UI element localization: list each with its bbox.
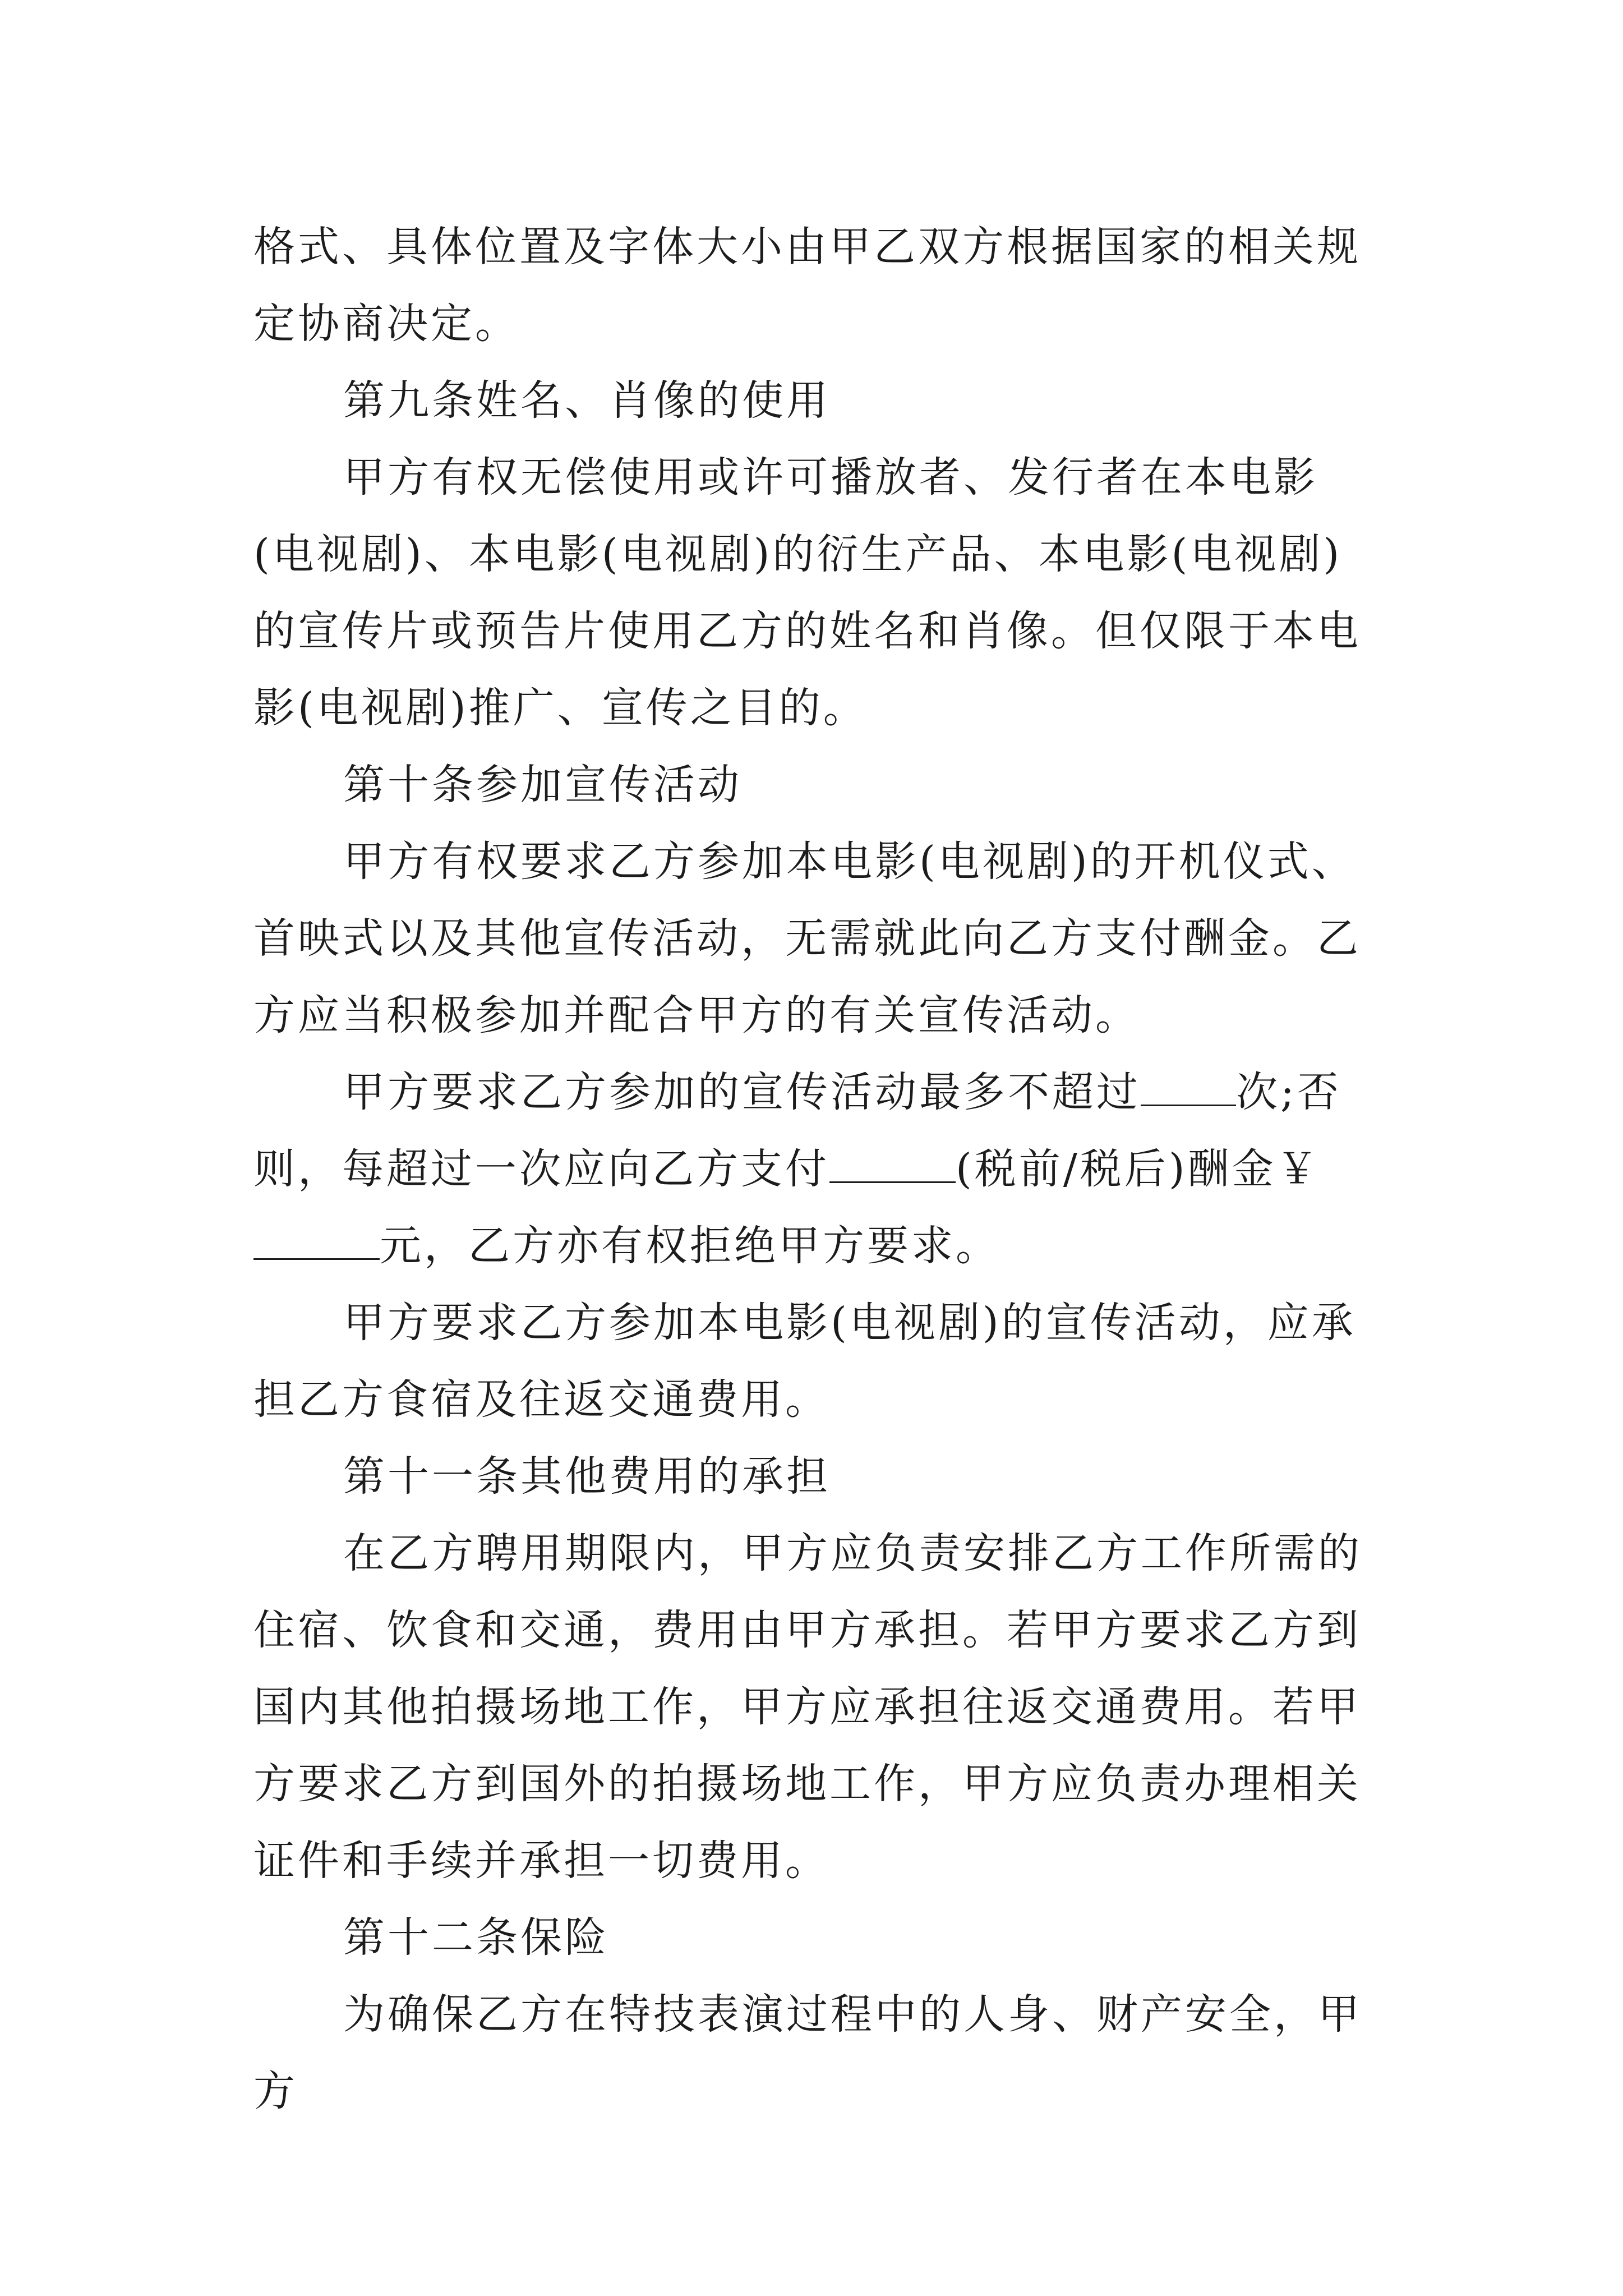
promotion-limit-text-4: (税前/税后)酬金￥ (956, 1145, 1321, 1193)
promotion-limit-text-1: 甲方要求乙方参加的宣传活动最多不超过 (343, 1068, 1141, 1116)
paragraph-name-portrait-usage: 甲方有权无偿使用或许可播放者、发行者在本电影(电视剧)、本电影(电视剧)的衍生产品、本电影(电视剧)的宣传片或预告片使用乙方的姓名和肖像。但仅限于本电影(电视剧)推广、宣传之目的。 (253, 453, 1361, 732)
article-12-heading: 第十二条保险 (343, 1913, 609, 1962)
promotion-limit-text-5: 元，乙方亦有权拒绝甲方要求。 (380, 1222, 1000, 1270)
article-10-heading: 第十条参加宣传活动 (343, 761, 742, 809)
article-9-heading: 第九条姓名、肖像的使用 (343, 376, 831, 425)
paragraph-other-expenses: 在乙方聘用期限内，甲方应负责安排乙方工作所需的住宿、饮食和交通，费用由甲方承担。若甲方要求乙方到国内其他拍摄场地工作，甲方应承担往返交通费用。若甲方要求乙方到国外的拍摄场地工作，甲方应负责办理相关证件和手续并承担一切费用。 (253, 1529, 1362, 1885)
promotion-count-blank (1141, 1070, 1236, 1106)
article-11-heading: 第十一条其他费用的承担 (343, 1452, 831, 1501)
paragraph-promotion-limit (253, 1054, 1375, 1285)
fee-amount-blank (253, 1223, 380, 1260)
document-body (253, 209, 1375, 2130)
promotion-limit-text-2: 次;否则， (253, 1068, 1341, 1193)
paragraph-insurance: 为确保乙方在特技表演过程中的人身、财产安全，甲方 (253, 1990, 1362, 2115)
paragraph-promotion-expenses: 甲方要求乙方参加本电影(电视剧)的宣传活动，应承担乙方食宿及往返交通费用。 (253, 1299, 1356, 1424)
tax-option-blank (829, 1147, 956, 1183)
paragraph-format-agreement: 格式、具体位置及字体大小由甲乙双方根据国家的相关规定协商决定。 (253, 223, 1361, 348)
promotion-limit-text-3: 每超过一次应向乙方支付 (342, 1145, 829, 1193)
paragraph-promotion-obligation: 甲方有权要求乙方参加本电影(电视剧)的开机仪式、首映式以及其他宣传活动，无需就此向乙方支付酬金。乙方应当积极参加并配合甲方的有关宣传活动。 (253, 838, 1361, 1039)
